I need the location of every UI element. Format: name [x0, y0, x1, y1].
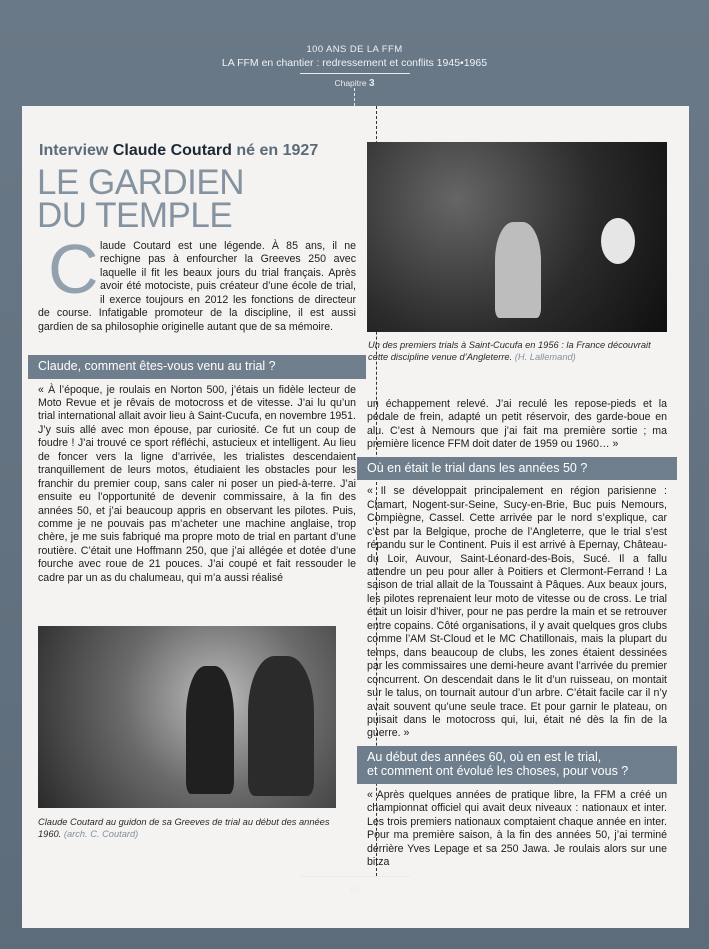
title-line-1: LE GARDIEN [37, 163, 244, 202]
article-paper [22, 106, 689, 928]
question-3-line-1: Au début des années 60, où en est le trial, [367, 749, 602, 764]
caption-2-credit: (arch. C. Coutard) [63, 828, 139, 839]
lead-text: laude Coutard est une légende. À 85 ans, il ne rechigne pas à enfourcher la Greeves 250 avec laquelle il fit les beaux jours du trial français. Après avoir été motociste, puis créateur d’une école de trial, il exerce toujours en 2012 les fonctions de directeur de course. Infatigable promoteur de la discipline, il est aussi gardien de sa philosophie originelle autant que de sa mémoire. [38, 240, 356, 333]
official-silhouette [186, 666, 234, 794]
rider-silhouette-2 [248, 656, 314, 796]
lead-paragraph [38, 230, 356, 334]
article-title [37, 163, 244, 235]
caption-photo-2 [38, 817, 338, 840]
drop-cap: C [48, 230, 99, 308]
answer-1-continued: un échappement relevé. J’ai reculé les repose-pieds et la pédale de frein, adapté un petit réservoir, des garde-boue en alu. C’est à Nemours que j’ai fait ma première sortie ; ma première licence FFM doit dater de 1959 ou 1960… » [367, 398, 667, 451]
title-line-2: DU TEMPLE [37, 196, 233, 235]
column-left [38, 350, 356, 585]
photo-claude-coutard [38, 626, 336, 808]
running-header [0, 44, 709, 89]
header-rule [300, 73, 410, 74]
caption-1-text: Un des premiers trials à Saint-Cucufa en 1956 : la France découvrait cette discipline venue d’Angleterre. [368, 340, 651, 362]
answer-2: « Il se développait principalement en région parisienne : Clamart, Nogent-sur-Seine, Sucy-en-Brie, Buc puis Nemours, Compiègne, Cassel. Cette arrivée par le nord s’explique, car c’est par la Belgique, proche de l’Angleterre, que le trial s’est répandu sur le Continent. Puis il est arrivé à Epernay, Château-du Loir, Auvour, Saint-Léonard-des-Bois, Sucé. Il a fallu attendre un peu pour aller à Poitiers et Clermont-Ferrand ! La saison de trial allait de la Toussaint à Pâques. Aux beaux jours, les pilotes reprenaient leur moto de vitesse ou de cross. Le trial était un loisir d’hiver, pour ne pas perdre la main et se retrouver entre copains. Côté organisations, il y avait quelques gros clubs comme l’AM St-Cloud et le MC Chatillonais, mais la plupart du temps, dans beaucoup de clubs, les zones étaient dessinées par les commissaires une demi-heure avant l’arrivée du premier concurrent. On descendait dans le lit d’un ruisseau, on montait sur le talus, on tournait autour d’un arbre. C’était facile car il n’y avait souvent qu’une seule trace. Et pour garnir le plateau, on puisait dans le motocross qui, lui, était né dès la fin de la guerre. » [367, 485, 667, 740]
chapter-subtitle: LA FFM en chantier : redressement et conflits 1945•1965 [221, 57, 488, 69]
page-number: 69 [350, 885, 359, 894]
chapter-number: 3 [368, 78, 375, 89]
answer-3: « Après quelques années de pratique libre, la FFM a créé un championnat officiel qui avait deux niveaux : nationaux et inter. Les trois premiers nationaux comptaient chaque année en inter. Pour ma première saison, à la fin des années 50, j’ai terminé derrière Yves Lepage et sa 250 Jawa. Je roulais alors sur une bitza [367, 788, 667, 869]
caption-2-text: Claude Coutard au guidon de sa Greeves de trial au début des années 1960. [38, 817, 330, 839]
question-1: Claude, comment êtes-vous venu au trial ? [28, 355, 366, 379]
interview-name: Claude Coutard [112, 142, 232, 159]
question-2: Où en était le trial dans les années 50 ? [357, 457, 677, 481]
sign-board [601, 218, 635, 264]
photo-saint-cucufa [367, 142, 667, 332]
rider-silhouette [495, 222, 541, 318]
question-3 [357, 746, 677, 784]
center-divider-top [354, 88, 355, 106]
answer-1: « À l’époque, je roulais en Norton 500, j’étais un fidèle lecteur de Moto Revue et je rêvais de motocross et de vitesse. J’ai lu qu’un trial international allait avoir lieu à Saint-Cucufa, en novembre 1951. J’y suis allé avec mon épouse, par curiosité. Ce fut un coup de foudre ! J’ai trouvé ce sport réfléchi, astucieux et intelligent. Au lieu de foncer vers la ligne d’arrivée, les trialistes descendaient tranquillement de leurs motos, étudiaient les obstacles pour les franchir du premier coup, sans caler ni poser un pied-à-terre. J’ai ensuite eu l’opportunité de devenir commissaire, à la fin des années 50, et j’ai beaucoup appris en observant les pilotes. Puis, comme je ne pouvais pas m’acheter une machine anglaise, trop chère, je me suis fabriqué ma propre moto de trial en partant d’une routière. C’était une Hoffmann 250, que j’ai allégée et dotée d’une fourche avec roue de 21 pouces. J’ai coupé et fait ressouder le cadre par un as du chalumeau, qui m’a aussi réalisé [38, 383, 356, 584]
book-title: 100 ANS DE LA FFM [306, 44, 403, 55]
caption-photo-1 [368, 340, 668, 363]
column-right [367, 398, 667, 870]
footer-rule [299, 876, 411, 877]
interview-heading [39, 142, 318, 160]
interview-suffix: né en 1927 [236, 142, 319, 159]
question-3-line-2: et comment ont évolué les choses, pour vous ? [367, 764, 629, 779]
caption-1-credit: (H. Lallemand) [514, 351, 576, 362]
interview-prefix: Interview [39, 142, 109, 159]
chapter-word: Chapitre [334, 78, 367, 88]
